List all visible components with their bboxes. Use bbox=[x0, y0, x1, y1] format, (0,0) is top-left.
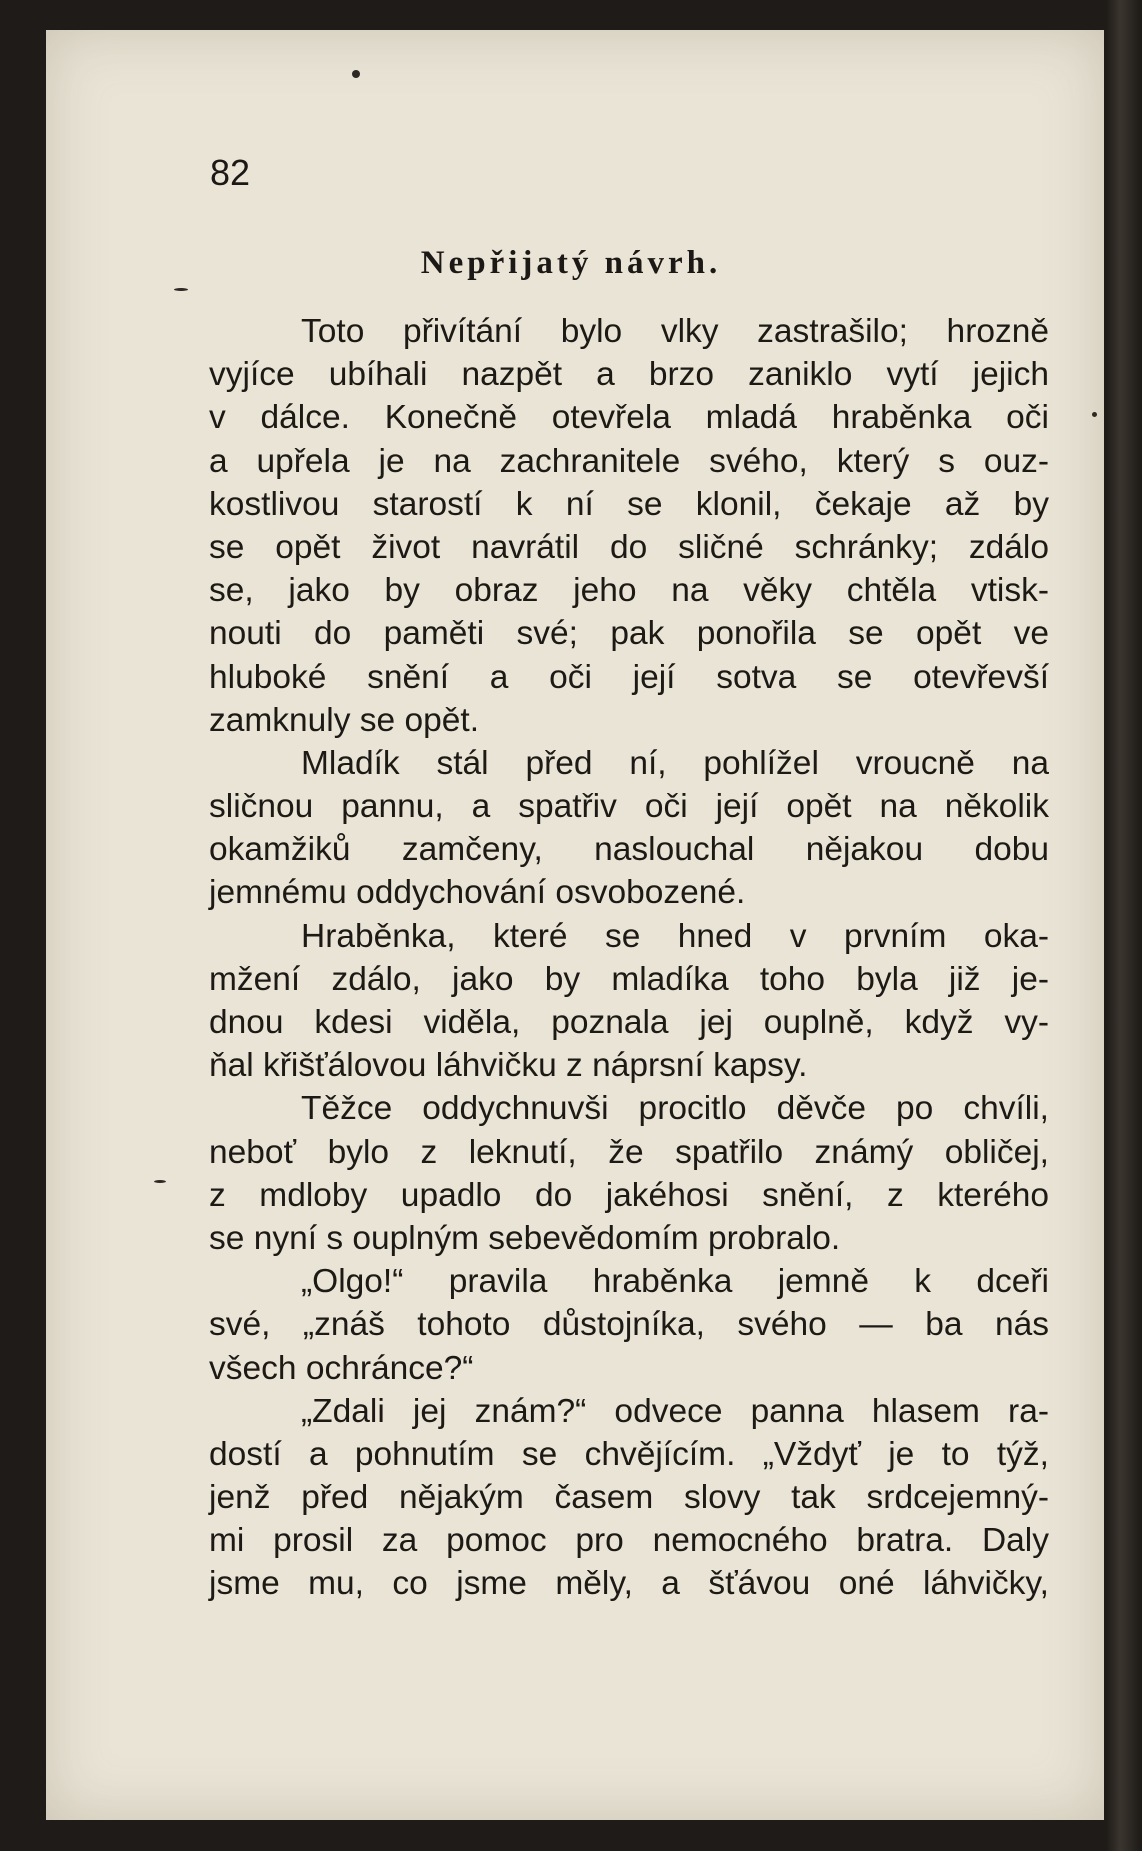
page-number: 82 bbox=[210, 152, 251, 193]
ink-speck bbox=[154, 1180, 166, 1183]
text-line: mi prosil za pomoc pro nemocného bratra. Daly bbox=[209, 1522, 1049, 1560]
text-line: jenž před nějakým časem slovy tak srdcejemný- bbox=[209, 1479, 1049, 1517]
ink-speck bbox=[352, 70, 360, 78]
text-line: Toto přivítání bylo vlky zastrašilo; hrozně bbox=[301, 313, 1049, 350]
text-line: Mladík stál před ní, pohlížel vroucně na bbox=[301, 744, 1049, 782]
text-line: dnou kdesi viděla, poznala jej ouplně, když vy- bbox=[209, 1004, 1049, 1041]
text-line: jsme mu, co jsme měly, a šťávou oné láhvičky, bbox=[209, 1565, 1049, 1603]
text-line: zamknuly se opět. bbox=[209, 701, 479, 739]
text-line: sličnou pannu, a spatřiv oči její opět na několik bbox=[209, 788, 1049, 826]
text-line: „Zdali jej znám?“ odvece panna hlasem ra- bbox=[301, 1392, 1049, 1430]
text-line: ňal křišťálovou láhvičku z náprsní kapsy. bbox=[209, 1047, 808, 1085]
text-line: kostlivou starostí k ní se klonil, čekaje až by bbox=[209, 485, 1049, 523]
body-text bbox=[209, 310, 1049, 1606]
text-line: z mdloby upadlo do jakéhosi snění, z kterého bbox=[209, 1176, 1049, 1214]
ink-speck bbox=[174, 288, 188, 291]
text-line: „Olgo!“ pravila hraběnka jemně k dceři bbox=[301, 1263, 1049, 1301]
text-line: své, „znáš tohoto důstojníka, svého — ba nás bbox=[209, 1306, 1049, 1344]
text-line: všech ochránce?“ bbox=[209, 1349, 474, 1387]
text-line: vyjíce ubíhali nazpět a brzo zaniklo vytí jejich bbox=[209, 356, 1049, 394]
text-line: jemnému oddychování osvobozené. bbox=[209, 874, 746, 912]
text-line: Hraběnka, které se hned v prvním oka- bbox=[301, 917, 1049, 955]
text-line: se, jako by obraz jeho na věky chtěla vtisk- bbox=[209, 572, 1049, 610]
ink-speck bbox=[1092, 412, 1097, 417]
text-line: nouti do paměti své; pak ponořila se opět ve bbox=[209, 615, 1049, 653]
chapter-heading: Nepřijatý návrh. bbox=[420, 245, 722, 281]
text-line: v dálce. Konečně otevřela mladá hraběnka oči bbox=[209, 399, 1049, 437]
text-line: neboť bylo z leknutí, že spatřilo známý obličej, bbox=[209, 1133, 1049, 1171]
text-line: se nyní s ouplným sebevědomím probralo. bbox=[209, 1219, 841, 1257]
text-line: hluboké snění a oči její sotva se otevřevší bbox=[209, 658, 1049, 696]
text-line: Těžce oddychnuvši procitlo děvče po chvíli, bbox=[301, 1090, 1049, 1128]
text-line: se opět život navrátil do sličné schránky; zdálo bbox=[209, 528, 1049, 566]
text-line: dostí a pohnutím se chvějícím. „Vždyť je to týž, bbox=[209, 1435, 1049, 1473]
text-line: okamžiků zamčeny, naslouchal nějakou dobu bbox=[209, 831, 1049, 869]
text-line: a upřela je na zachranitele svého, který s ouz- bbox=[209, 442, 1049, 480]
text-line: mžení zdálo, jako by mladíka toho byla již je- bbox=[209, 960, 1049, 998]
